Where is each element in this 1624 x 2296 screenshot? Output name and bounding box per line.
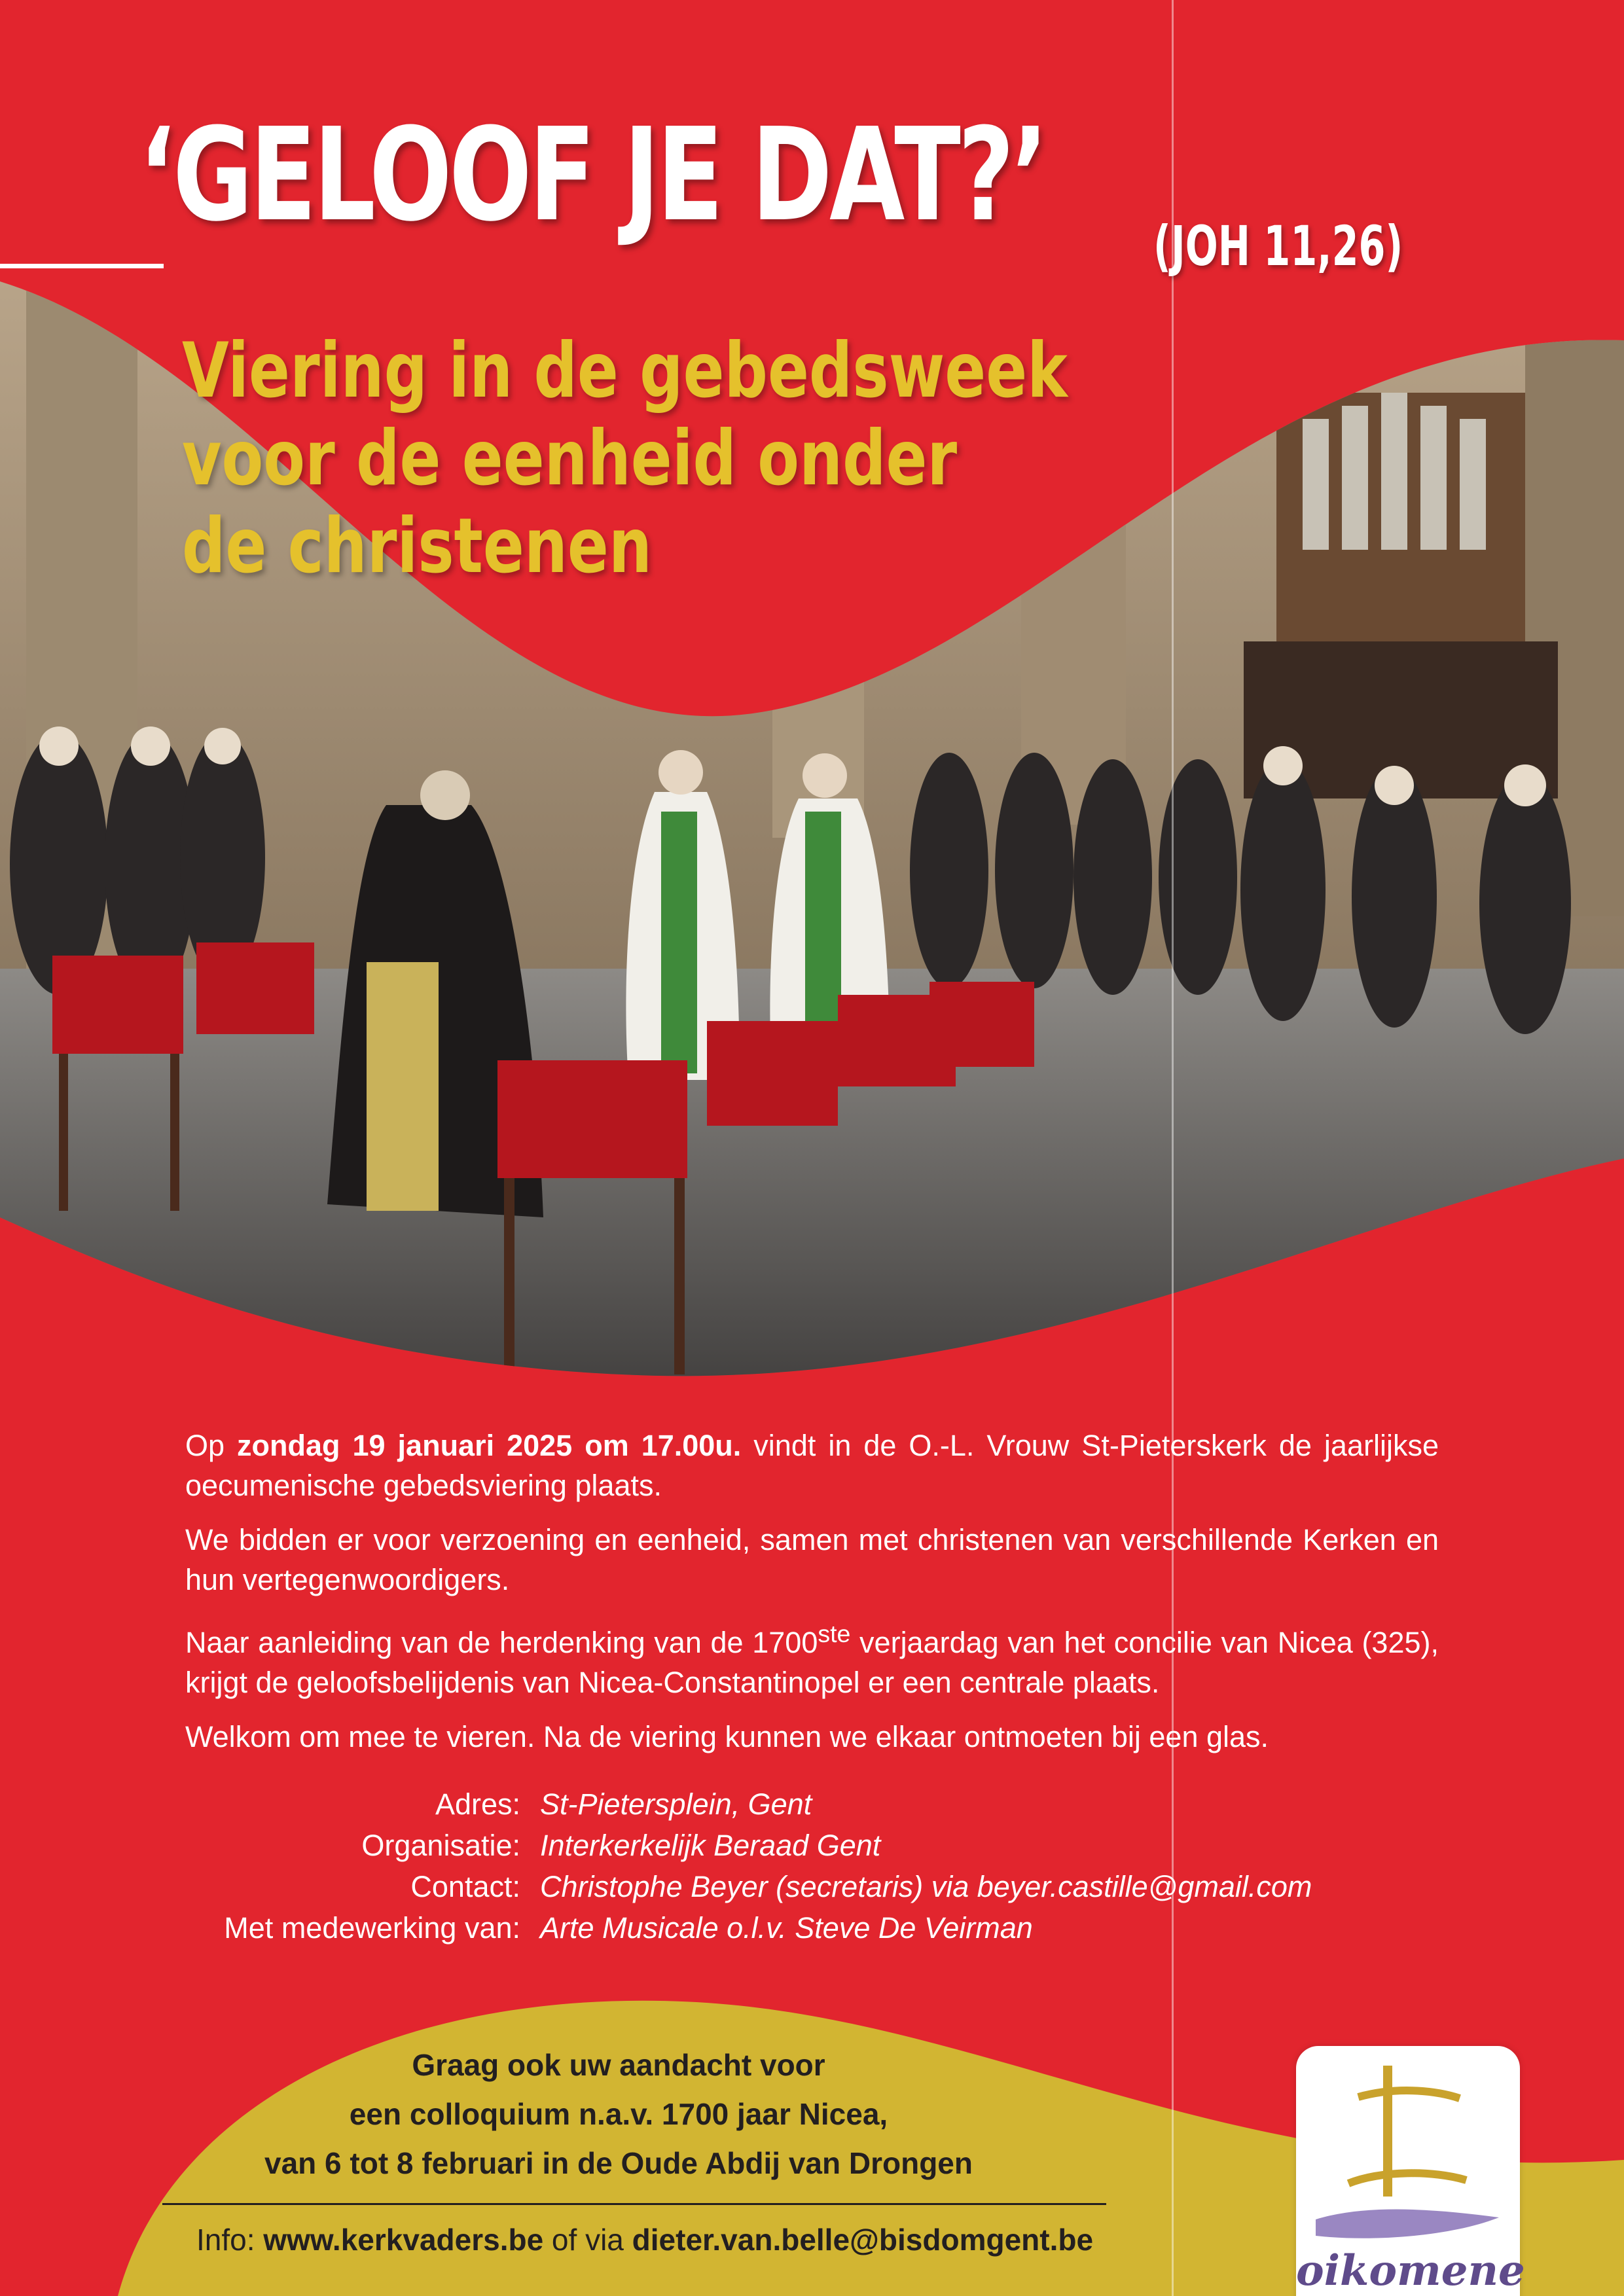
subtitle-line: Viering in de gebedsweek: [182, 327, 1068, 415]
notice-line: Graag ook uw aandacht voor: [412, 2048, 825, 2082]
info-label: Contact:: [410, 1870, 520, 1903]
paragraph-nicea: Naar aanleiding van de herdenking van de 1700ste verjaardag van het concilie van Nicea (325), krijgt de geloofsbelijdenis van Nicea-Constantinopel er een centrale plaats.: [185, 1620, 1439, 1699]
boat-cross-icon: [1296, 2046, 1520, 2255]
info-row-contact: [185, 1866, 1429, 1907]
subtitle: [182, 327, 1068, 590]
subtitle-line: voor de eenheid onder: [182, 414, 958, 503]
paragraph-welcome: Welkom om mee te vieren. Na de viering kunnen we elkaar ontmoeten bij een glas.: [185, 1720, 1269, 1753]
info-label: Met medewerking van:: [224, 1911, 520, 1945]
info-row-cooperation: [185, 1907, 1429, 1948]
info-label: Adres:: [435, 1787, 520, 1821]
info-row-address: [185, 1784, 1429, 1825]
info-table: [185, 1784, 1429, 1948]
info-label: Organisatie:: [361, 1829, 520, 1862]
title-rule: [0, 264, 164, 268]
fold-line: [1172, 0, 1174, 2296]
info-row-organisation: [185, 1825, 1429, 1866]
oikomene-logo: [1296, 2046, 1525, 2296]
page-title: ‘GELOOF JE DAT?’: [139, 101, 1046, 250]
info-value: Christophe Beyer (secretaris) via beyer.castille@gmail.com: [540, 1870, 1312, 1903]
paragraph-date: Op zondag 19 januari 2025 om 17.00u. vindt in de O.-L. Vrouw St-Pieterskerk de jaarlijkse oecumenische gebedsviering plaats.: [185, 1429, 1439, 1502]
colloquium-notice: [151, 2041, 1087, 2188]
event-datetime: zondag 19 januari 2025 om 17.00u.: [237, 1429, 742, 1462]
logo-wordmark: oikomene: [1296, 2246, 1525, 2295]
subtitle-line: de christenen: [182, 502, 652, 590]
notice-line: een colloquium n.a.v. 1700 jaar Nicea,: [349, 2097, 888, 2131]
notice-line: van 6 tot 8 februari in de Oude Abdij van Drongen: [264, 2146, 973, 2180]
email-link[interactable]: dieter.van.belle@bisdomgent.be: [632, 2223, 1094, 2257]
info-value: St-Pietersplein, Gent: [540, 1787, 812, 1821]
info-value: Interkerkelijk Beraad Gent: [540, 1829, 881, 1862]
body-text: [185, 1426, 1439, 1771]
website-link[interactable]: www.kerkvaders.be: [263, 2223, 544, 2257]
paragraph-purpose: We bidden er voor verzoening en eenheid, samen met christenen van verschillende Kerken en hun vertegenwoordigers.: [185, 1523, 1439, 1596]
info-value: Arte Musicale o.l.v. Steve De Veirman: [540, 1911, 1033, 1945]
bible-reference: (JOH 11,26): [1153, 214, 1403, 278]
notice-divider: [162, 2203, 1106, 2205]
info-contact-line: Info: www.kerkvaders.be of via dieter.van.belle@bisdomgent.be: [196, 2223, 1094, 2257]
